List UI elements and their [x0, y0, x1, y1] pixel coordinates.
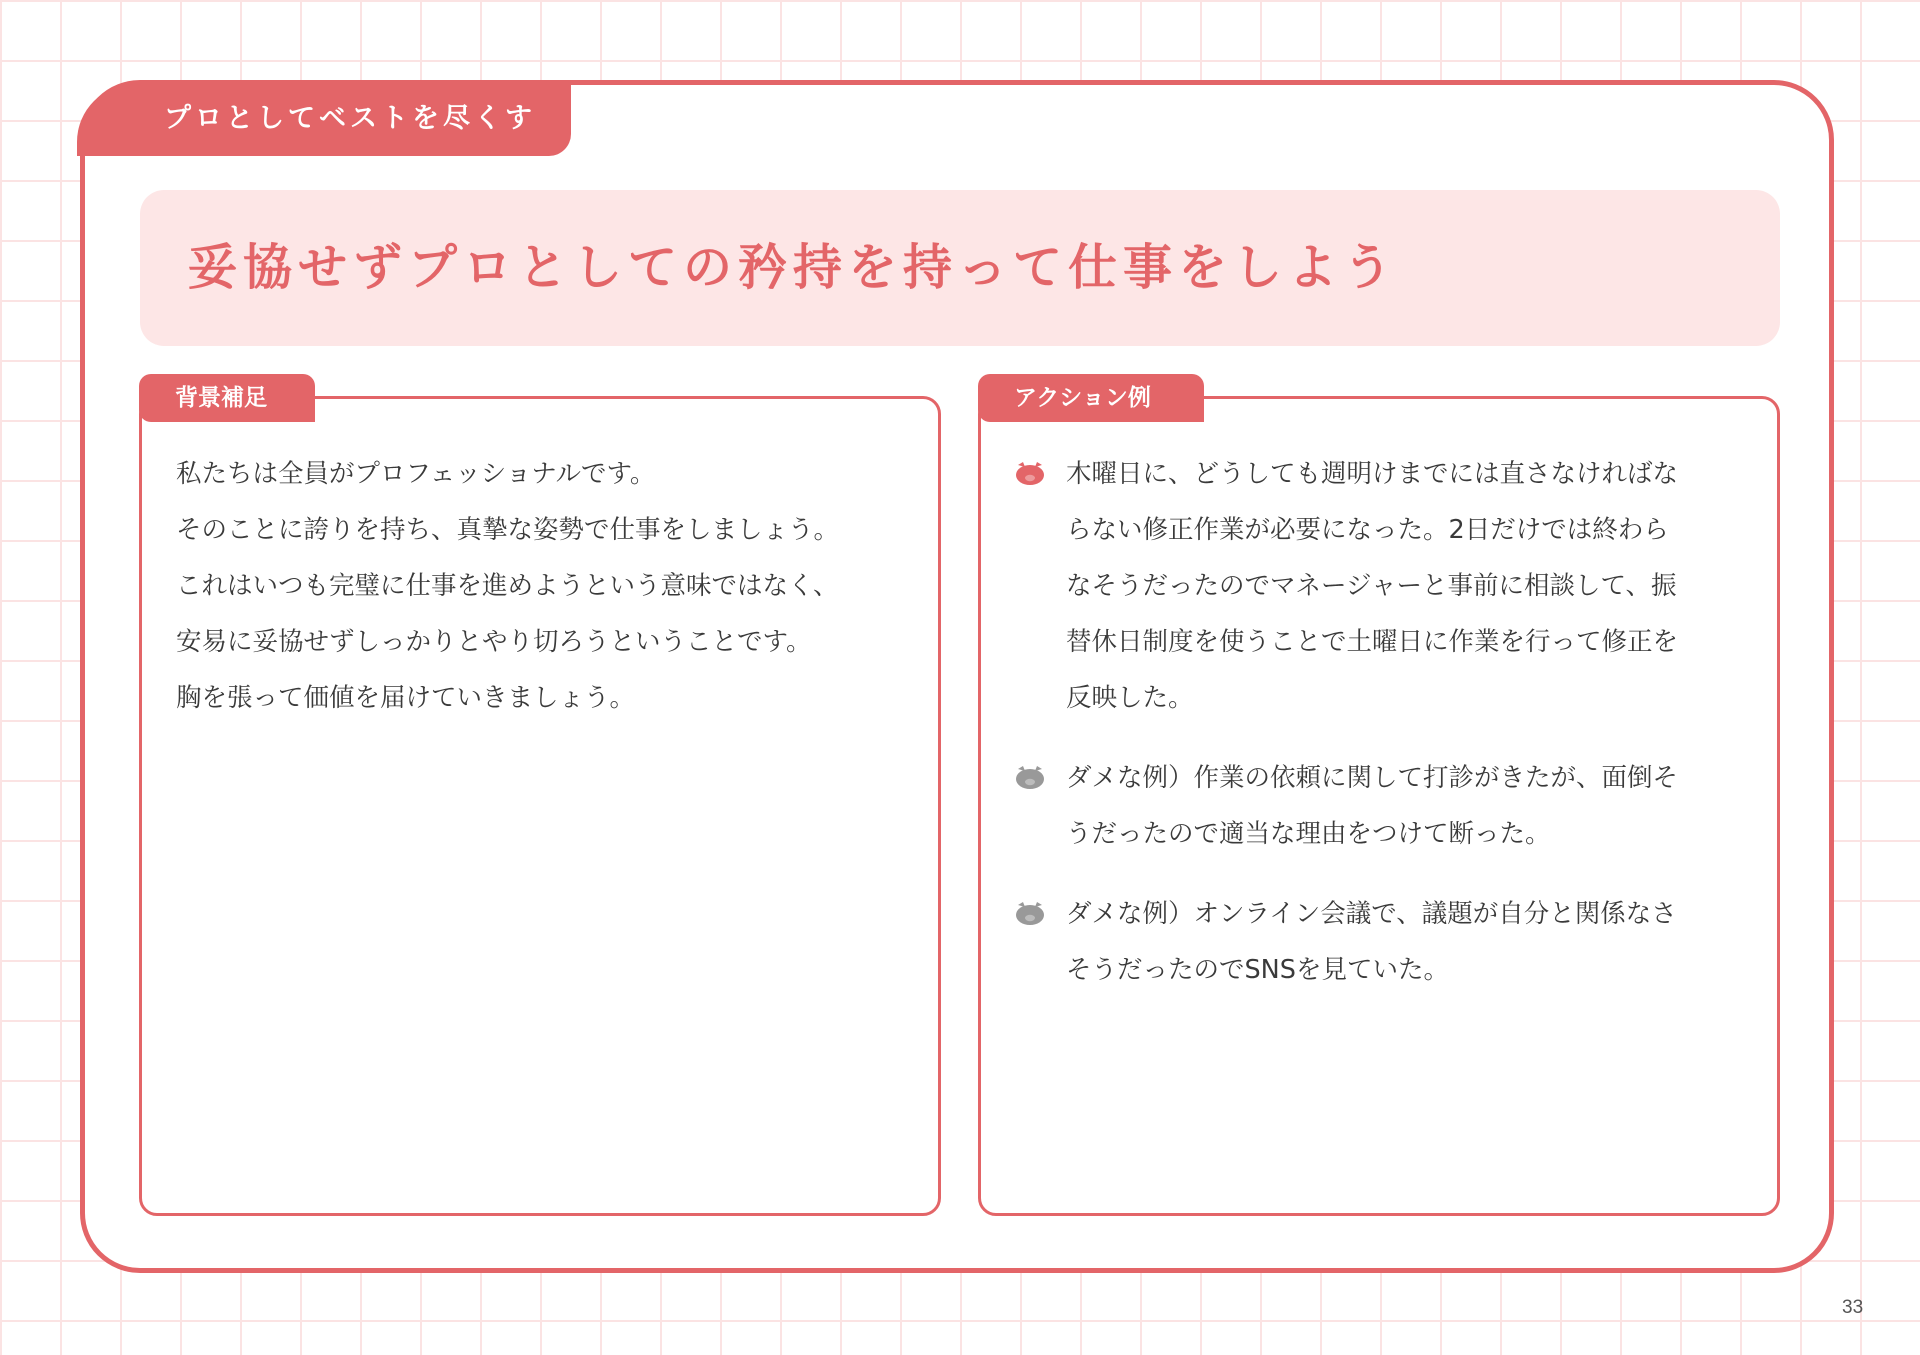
- background-line: 安易に妥協せずしっかりとやり切ろうということです。: [176, 627, 812, 657]
- action-item-good: [1014, 446, 1754, 726]
- category-tab: [77, 84, 571, 156]
- pig-icon: [1014, 461, 1046, 487]
- action-item-bad: [1014, 750, 1754, 862]
- action-line: うだったので適当な理由をつけて断った。: [1066, 819, 1551, 849]
- action-item-bad: [1014, 886, 1754, 998]
- background-text: [176, 446, 916, 726]
- action-line: 替休日制度を使うことで土曜日に作業を行って修正を: [1066, 627, 1679, 657]
- category-tab-label: プロとしてベストを尽くす: [164, 103, 536, 134]
- background-line: 私たちは全員がプロフェッショナルです。: [176, 459, 656, 489]
- action-line: 反映した。: [1066, 683, 1194, 713]
- page-number: 33: [1842, 1297, 1864, 1318]
- action-line: らない修正作業が必要になった。2日だけでは終わら: [1066, 515, 1669, 545]
- action-line: ダメな例）オンライン会議で、議題が自分と関係なさ: [1066, 899, 1677, 929]
- action-line: そうだったのでSNSを見ていた。: [1066, 955, 1449, 985]
- pig-icon: [1014, 901, 1046, 927]
- background-tab: [139, 374, 315, 422]
- background-line: これはいつも完璧に仕事を進めようという意味ではなく、: [176, 571, 839, 601]
- action-tab: [978, 374, 1204, 422]
- pig-icon: [1014, 765, 1046, 791]
- title-banner: [140, 190, 1780, 346]
- action-line: ダメな例）作業の依頼に関して打診がきたが、面倒そ: [1066, 763, 1679, 793]
- page-title: 妥協せずプロとしての矜持を持って仕事をしよう: [188, 239, 1399, 296]
- action-list: [1014, 446, 1754, 1022]
- background-tab-label: 背景補足: [175, 385, 267, 411]
- action-line: なそうだったのでマネージャーと事前に相談して、振: [1066, 571, 1677, 601]
- action-line: 木曜日に、どうしても週明けまでには直さなければな: [1066, 459, 1679, 489]
- action-tab-label: アクション例: [1014, 385, 1151, 411]
- background-line: 胸を張って価値を届けていきましょう。: [176, 683, 636, 713]
- background-line: そのことに誇りを持ち、真摯な姿勢で仕事をしましょう。: [176, 515, 840, 545]
